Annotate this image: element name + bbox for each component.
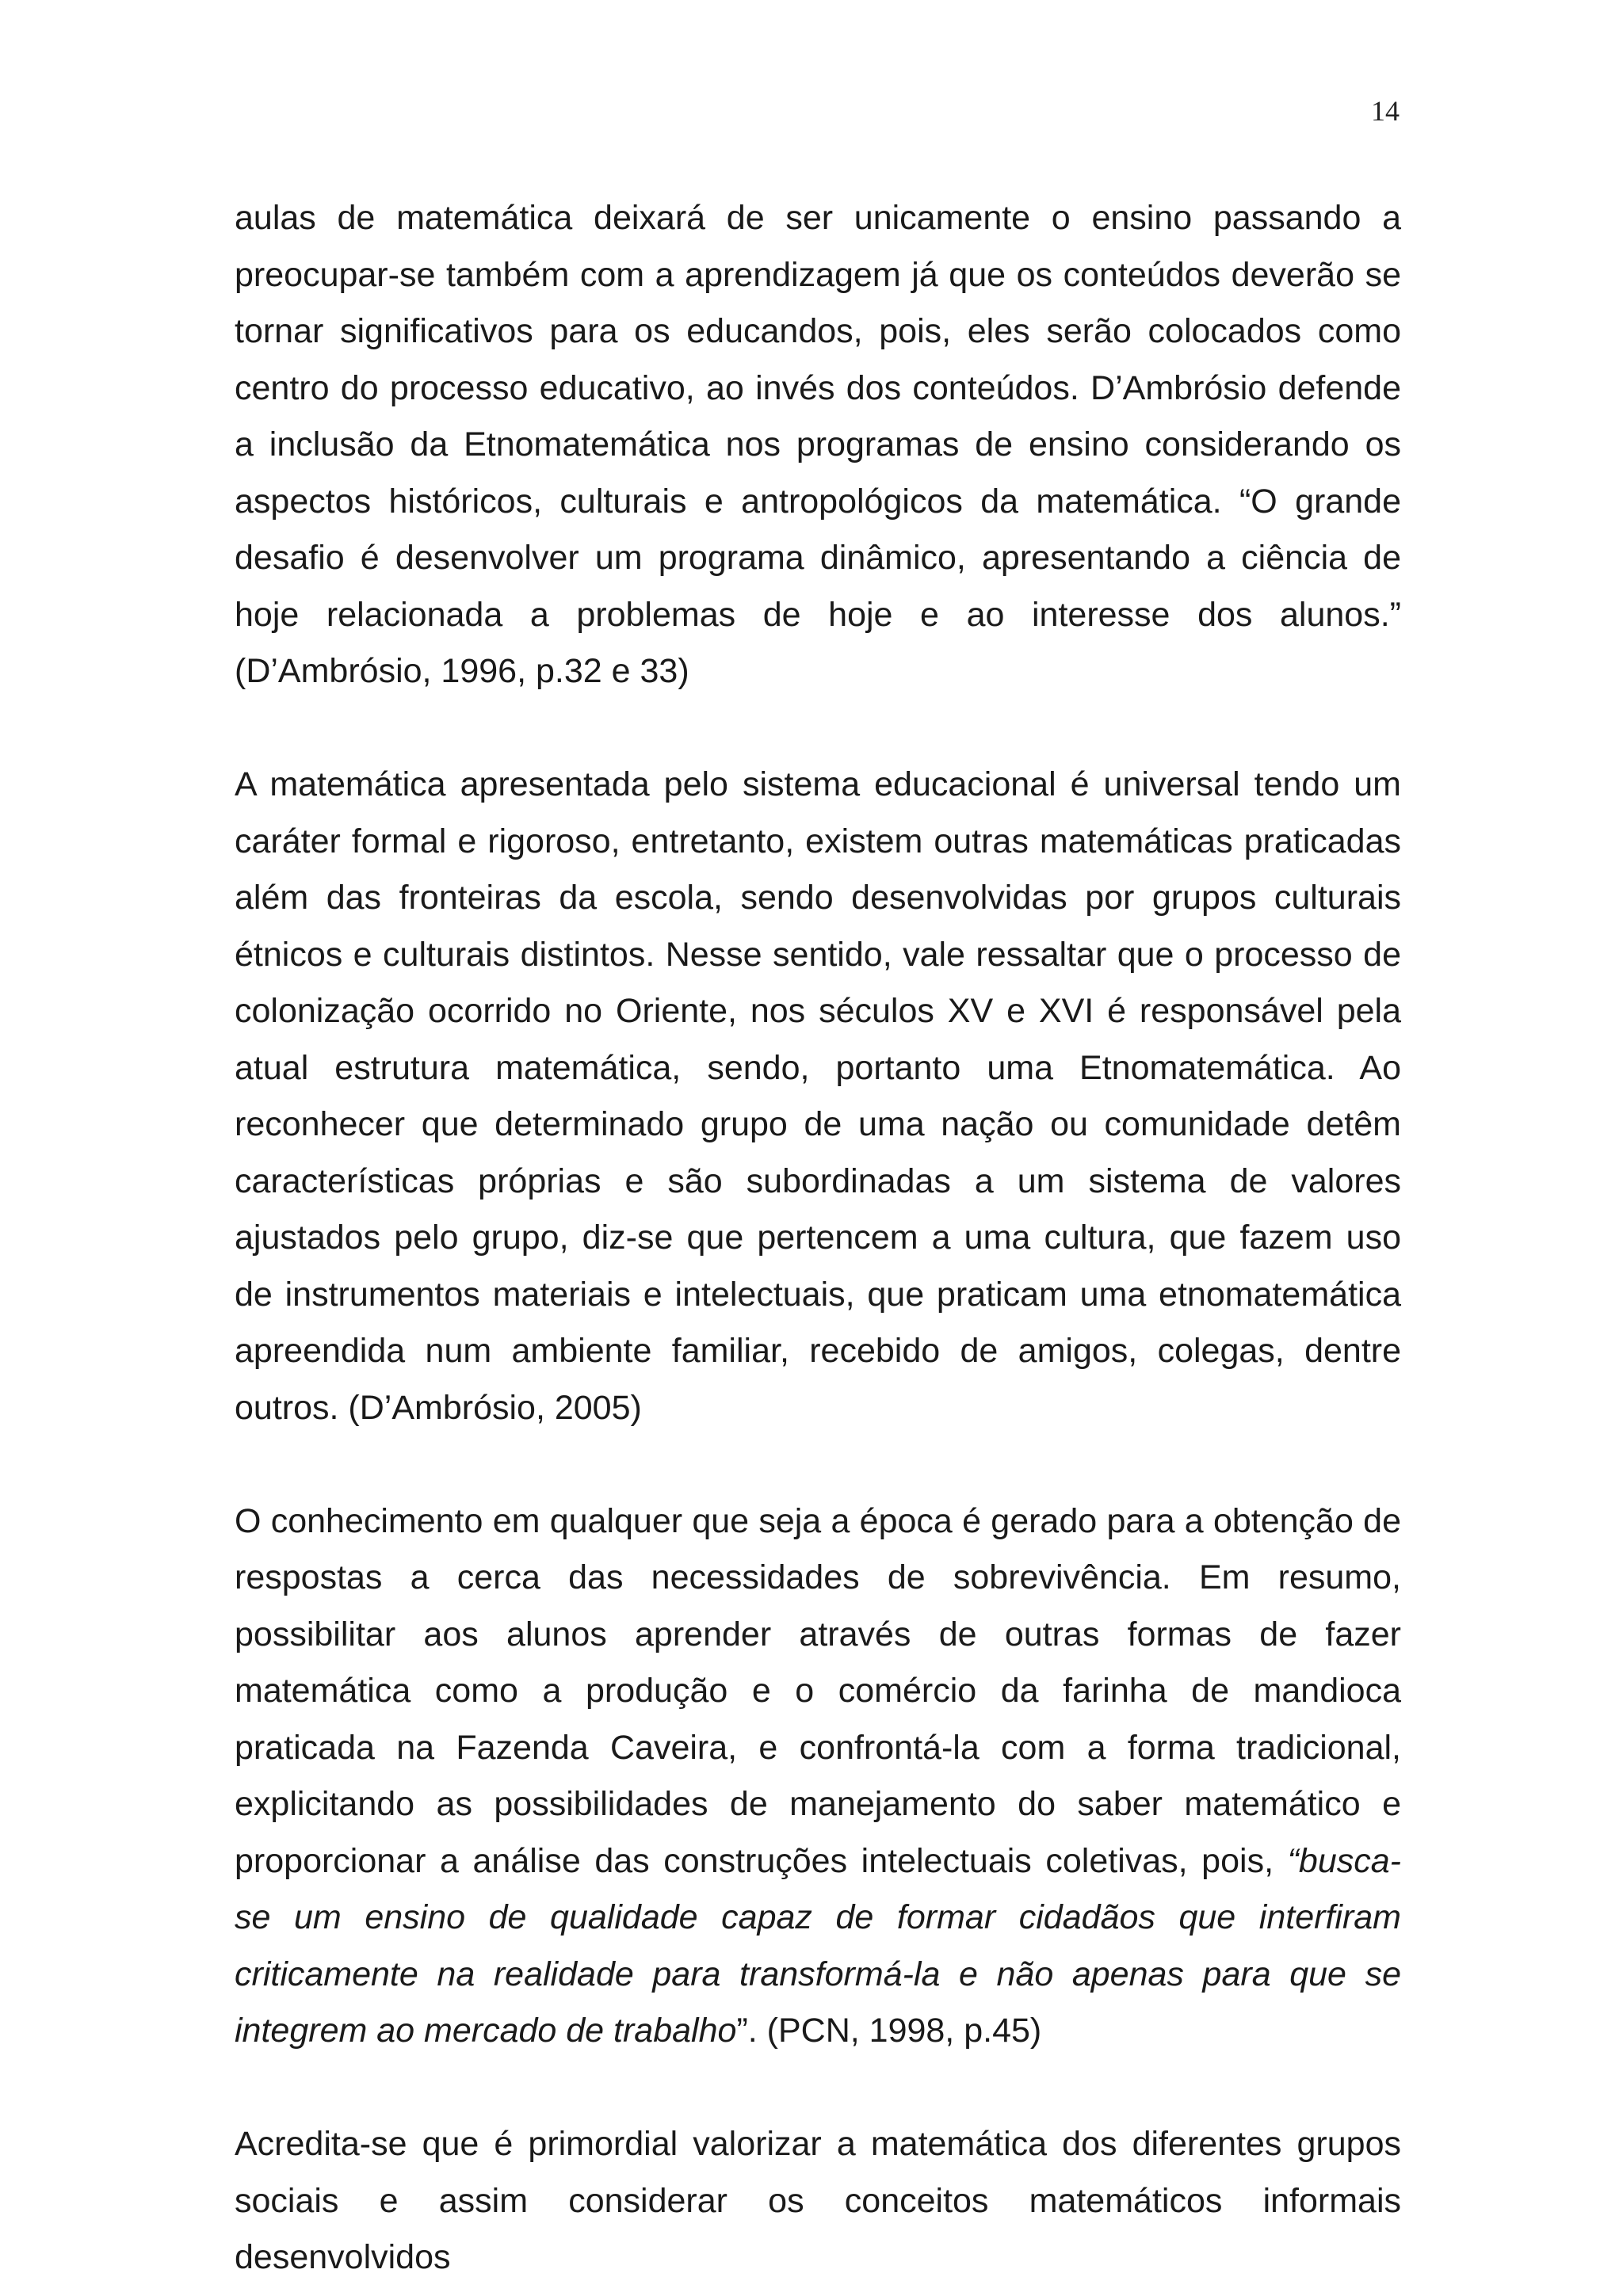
paragraph-3-citation: ”. (PCN, 1998, p.45) [736,2012,1042,2050]
paragraph-3-text-before: O conhecimento em qualquer que seja a época é gerado para a obtenção de respostas a cerca das necessidades de sobrevivência. Em resumo, possibilitar aos alunos aprender através de outras formas de fazer matemática como a produção e o comércio da farinha de mandioca praticada na Fazenda Caveira, e confrontá-la com a forma tradicional, explicitando as possibilidades de manejamento do saber matemático e proporcionar a análise das construções intelectuais coletivas, pois, [235,1501,1401,1880]
paragraph-3 [235,1493,1401,2060]
pcn-quote: “busca-se um ensino de qualidade capaz de formar cidadãos que interfiram criticamente na realidade para transformá-la e não apenas para que se integrem ao mercado de trabalho [235,1841,1401,2050]
paragraph-2: A matemática apresentada pelo sistema educacional é universal tendo um caráter formal e rigoroso, entretanto, existem outras matemáticas praticadas além das fronteiras da escola, sendo desenvolvidas por grupos culturais étnicos e culturais distintos. Nesse sentido, vale ressaltar que o processo de colonização ocorrido no Oriente, nos séculos XV e XVI é responsável pela atual estrutura matemática, sendo, portanto uma Etnomatemática. Ao reconhecer que determinado grupo de uma nação ou comunidade detêm características próprias e são subordinadas a um sistema de valores ajustados pelo grupo, diz-se que pertencem a uma cultura, que fazem uso de instrumentos materiais e intelectuais, que praticam uma etnomatemática apreendida num ambiente familiar, recebido de amigos, colegas, dentre outros. (D’Ambrósio, 2005) [235,765,1401,1427]
paragraph-1: aulas de matemática deixará de ser unicamente o ensino passando a preocupar-se também com a aprendizagem já que os conteúdos deverão se tornar significativos para os educandos, pois, eles serão colocados como centro do processo educativo, ao invés dos conteúdos. D’Ambrósio defende a inclusão da Etnomatemática nos programas de ensino considerando os aspectos históricos, culturais e antropológicos da matemática. “O grande desafio é desenvolver um programa dinâmico, apresentando a ciência de hoje relacionada a problemas de hoje e ao interesse dos alunos.” (D’Ambrósio, 1996, p.32 e 33) [235,199,1401,690]
page-number: 14 [1371,95,1400,127]
paragraph-4: Acredita-se que é primordial valorizar a matemática dos diferentes grupos sociais e assim considerar os conceitos matemáticos informais desenvolvidos [235,2125,1401,2276]
body-text [235,190,1401,2286]
